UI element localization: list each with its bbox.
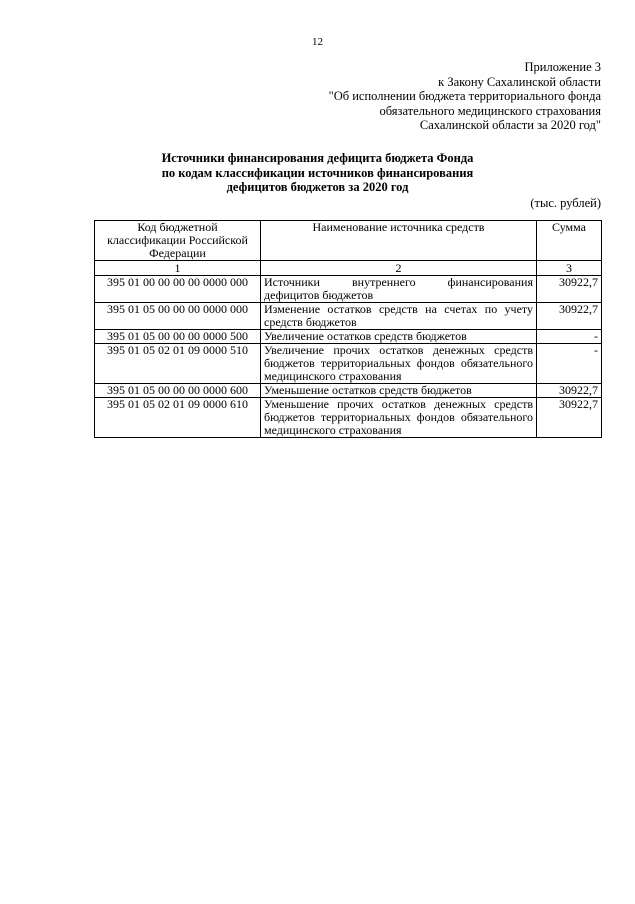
- row-sum: 30922,7: [537, 384, 602, 398]
- table-header-row: [95, 221, 602, 261]
- row-code: 395 01 05 00 00 00 0000 500: [95, 330, 261, 344]
- title-line: Источники финансирования дефицита бюджета Фонда: [161, 151, 474, 165]
- appendix-reference: [281, 60, 601, 133]
- title-line: по кодам классификации источников финансирования: [161, 165, 474, 180]
- appendix-line: Сахалинской области за 2020 год": [419, 118, 601, 132]
- row-code: 395 01 05 02 01 09 0000 610: [95, 398, 261, 438]
- column-number-row: [95, 261, 602, 276]
- financing-sources-table: [94, 220, 602, 438]
- column-number: 3: [537, 261, 602, 276]
- table-row: [95, 398, 602, 438]
- row-sum: 30922,7: [537, 303, 602, 330]
- row-sum: 30922,7: [537, 398, 602, 438]
- row-code: 395 01 05 00 00 00 0000 000: [95, 303, 261, 330]
- row-name: Увеличение прочих остатков денежных средств бюджетов территориальных фондов обязательного медицинского страхования: [261, 344, 537, 384]
- table-row: [95, 303, 602, 330]
- column-number: 1: [95, 261, 261, 276]
- row-sum: -: [537, 344, 602, 384]
- row-code: 395 01 05 02 01 09 0000 510: [95, 344, 261, 384]
- appendix-line: Приложение 3: [524, 60, 601, 74]
- table-row: [95, 384, 602, 398]
- row-name: Уменьшение остатков средств бюджетов: [261, 384, 537, 398]
- row-name: Уменьшение прочих остатков денежных средств бюджетов территориальных фондов обязательного медицинского страхования: [261, 398, 537, 438]
- header-code: Код бюджетной классификации Российской Федерации: [95, 221, 261, 261]
- column-number: 2: [261, 261, 537, 276]
- appendix-line: обязательного медицинского страхования: [379, 103, 601, 118]
- header-sum: Сумма: [537, 221, 602, 261]
- title-line: дефицитов бюджетов за 2020 год: [226, 180, 409, 194]
- row-code: 395 01 05 00 00 00 0000 600: [95, 384, 261, 398]
- row-name: Увеличение остатков средств бюджетов: [261, 330, 537, 344]
- document-title: [90, 151, 545, 195]
- table-row: [95, 344, 602, 384]
- row-name: Изменение остатков средств на счетах по учету средств бюджетов: [261, 303, 537, 330]
- row-sum: -: [537, 330, 602, 344]
- header-name: Наименование источника средств: [261, 221, 537, 261]
- table-row: [95, 276, 602, 303]
- appendix-line: "Об исполнении бюджета территориального фонда: [328, 89, 601, 103]
- page-number: 12: [312, 36, 323, 48]
- appendix-line: к Закону Сахалинской области: [438, 74, 601, 89]
- row-name: Источники внутреннего финансирования дефицитов бюджетов: [261, 276, 537, 303]
- units-label: (тыс. рублей): [530, 196, 601, 210]
- row-sum: 30922,7: [537, 276, 602, 303]
- table-row: [95, 330, 602, 344]
- row-code: 395 01 00 00 00 00 0000 000: [95, 276, 261, 303]
